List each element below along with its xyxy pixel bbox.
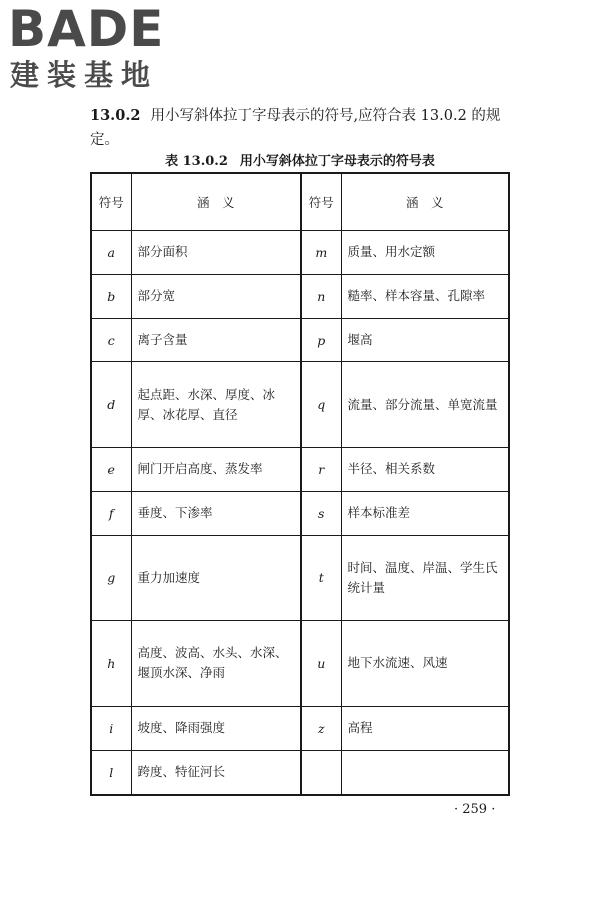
table-row xyxy=(91,362,509,448)
table-header-row xyxy=(91,173,509,231)
left-symbol: c xyxy=(91,318,131,362)
right-meaning: 糙率、样本容量、孔隙率 xyxy=(341,274,509,318)
right-symbol xyxy=(301,750,341,795)
left-meaning: 部分面积 xyxy=(131,231,301,275)
left-meaning: 重力加速度 xyxy=(131,535,301,621)
header-symbol-right: 符号 xyxy=(301,173,341,231)
right-meaning: 堰高 xyxy=(341,318,509,362)
bade-logo xyxy=(8,2,178,94)
left-symbol: d xyxy=(91,362,131,448)
left-symbol: a xyxy=(91,231,131,275)
right-meaning: 半径、相关系数 xyxy=(341,447,509,491)
page-number: · 259 · xyxy=(454,802,496,817)
right-symbol: s xyxy=(301,491,341,535)
table-row xyxy=(91,535,509,621)
header-meaning-left: 涵 义 xyxy=(131,173,301,231)
right-meaning: 样本标准差 xyxy=(341,491,509,535)
logo-wordmark: BADE xyxy=(8,0,165,58)
table-caption-title: 用小写斜体拉丁字母表示的符号表 xyxy=(239,154,435,169)
left-meaning: 垂度、下渗率 xyxy=(131,491,301,535)
left-meaning: 高度、波高、水头、水深、堰顶水深、净雨 xyxy=(131,621,301,707)
table-caption xyxy=(90,150,510,169)
right-symbol: n xyxy=(301,274,341,318)
clause-text: 用小写斜体拉丁字母表示的符号,应符合表 13.0.2 的规定。 xyxy=(90,108,501,148)
right-meaning: 高程 xyxy=(341,706,509,750)
left-symbol: f xyxy=(91,491,131,535)
left-meaning: 部分宽 xyxy=(131,274,301,318)
logo-subtitle: 建装基地 xyxy=(10,58,159,92)
table-row xyxy=(91,318,509,362)
table-row xyxy=(91,621,509,707)
table-row xyxy=(91,231,509,275)
right-symbol: p xyxy=(301,318,341,362)
left-symbol: g xyxy=(91,535,131,621)
header-meaning-right: 涵 义 xyxy=(341,173,509,231)
left-symbol: l xyxy=(91,750,131,795)
right-meaning xyxy=(341,750,509,795)
table-row xyxy=(91,447,509,491)
left-meaning: 离子含量 xyxy=(131,318,301,362)
right-meaning: 时间、温度、岸温、学生氏统计量 xyxy=(341,535,509,621)
left-meaning: 坡度、降雨强度 xyxy=(131,706,301,750)
right-symbol: r xyxy=(301,447,341,491)
table-row xyxy=(91,491,509,535)
left-symbol: h xyxy=(91,621,131,707)
right-symbol: z xyxy=(301,706,341,750)
left-meaning: 跨度、特征河长 xyxy=(131,750,301,795)
table-caption-number: 表 13.0.2 xyxy=(165,154,228,169)
table-row xyxy=(91,750,509,795)
left-meaning: 起点距、水深、厚度、冰厚、冰花厚、直径 xyxy=(131,362,301,448)
symbol-table xyxy=(90,172,510,796)
header-symbol-left: 符号 xyxy=(91,173,131,231)
right-meaning: 流量、部分流量、单宽流量 xyxy=(341,362,509,448)
right-meaning: 质量、用水定额 xyxy=(341,231,509,275)
right-meaning: 地下水流速、风速 xyxy=(341,621,509,707)
right-symbol: t xyxy=(301,535,341,621)
left-symbol: i xyxy=(91,706,131,750)
table-row xyxy=(91,274,509,318)
right-symbol: m xyxy=(301,231,341,275)
left-symbol: e xyxy=(91,447,131,491)
left-meaning: 闸门开启高度、蒸发率 xyxy=(131,447,301,491)
right-symbol: u xyxy=(301,621,341,707)
clause-paragraph xyxy=(90,104,520,152)
table-row xyxy=(91,706,509,750)
clause-number: 13.0.2 xyxy=(90,107,141,124)
left-symbol: b xyxy=(91,274,131,318)
right-symbol: q xyxy=(301,362,341,448)
